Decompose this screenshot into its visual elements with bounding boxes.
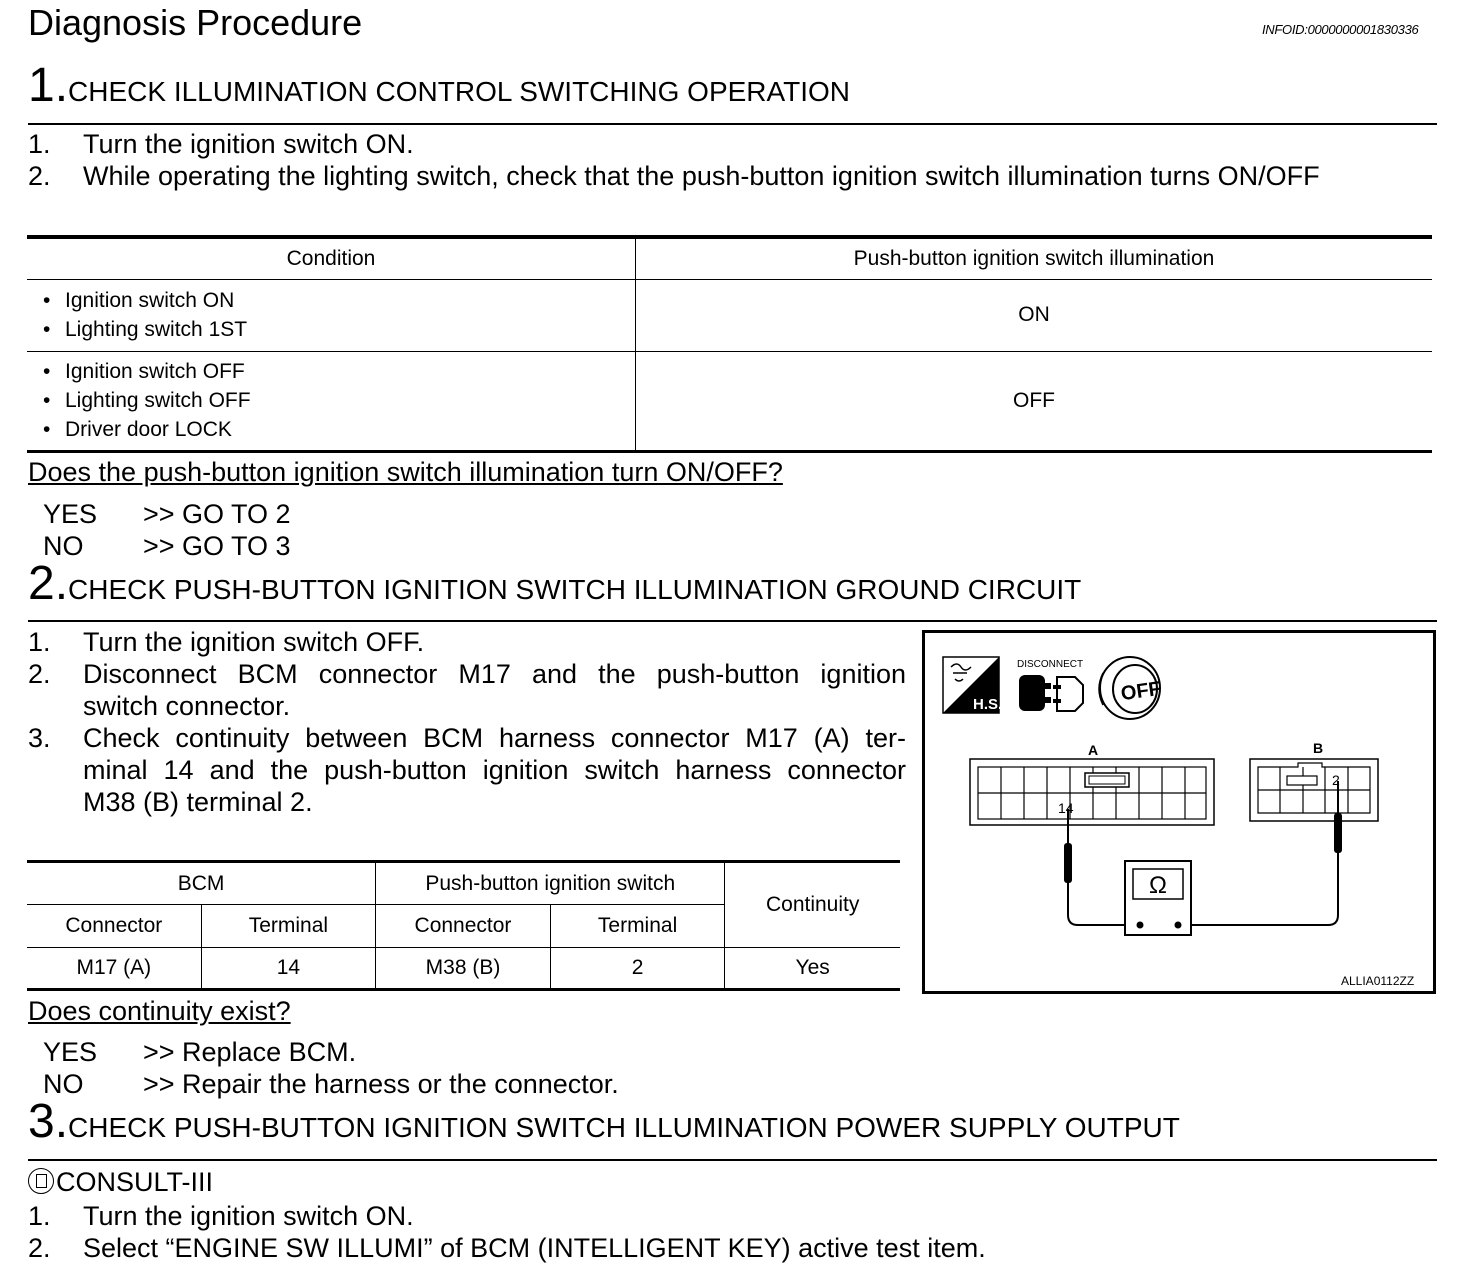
step-1-title: CHECK ILLUMINATION CONTROL SWITCHING OPERATION [68,76,851,107]
ignition-off-icon [1099,657,1162,719]
step-2-heading [28,556,1081,611]
harness-side-icon [943,657,1002,713]
step-3-number: 3. [28,1095,69,1148]
step-1-instructions [28,128,1320,192]
step-2-rule [28,620,1437,622]
connector-a-label: A [1088,742,1099,758]
disconnect-label: DISCONNECT [1017,659,1084,670]
step-2-answers [43,1036,619,1100]
table-row [27,948,900,990]
step-1-heading [28,58,850,113]
consult-note [28,1167,213,1198]
consult-label: CONSULT-III [56,1167,214,1197]
info-id: INFOID:0000000001830336 [1262,22,1419,37]
table-subheader-terminal: Terminal [550,905,725,948]
continuity-check-figure [922,630,1436,994]
step-2-question: Does continuity exist? [28,996,291,1026]
table-cell: M38 (B) [376,948,551,990]
connector-b [1250,740,1378,821]
step-3-rule [28,1159,1437,1161]
figure-id: ALLIA0112ZZ [1341,974,1415,988]
table-header-continuity: Continuity [725,862,900,948]
table-header-condition: Condition [27,237,636,279]
ohmmeter-icon [1125,861,1191,935]
table-header-bcm: BCM [27,862,376,905]
answer-yes: YES >> Replace BCM. [43,1037,357,1067]
table-cell: Yes [725,948,900,990]
table-header-illumination: Push-button ignition switch illumination [636,237,1433,279]
list-item: 2. Disconnect BCM connector M17 and the push-button ignition switch connector. [28,659,906,721]
result-cell: OFF [636,351,1433,451]
condition-cell: • Ignition switch OFF • Lighting switch OFF • Driver door LOCK [27,351,636,451]
table-cell: 14 [201,948,376,990]
consult-icon [28,1168,54,1194]
answer-no: NO >> Repair the harness or the connector. [43,1069,619,1099]
terminal-2-label: 2 [1332,772,1340,788]
connector-b-label: B [1313,740,1324,756]
list-item: 1. Turn the ignition switch OFF. [28,627,425,657]
off-label: OFF [1119,677,1163,706]
table-header-push-button: Push-button ignition switch [376,862,725,905]
result-cell: ON [636,279,1433,351]
terminal-14-label: 14 [1058,800,1074,816]
list-item: 2. While operating the lighting switch, check that the push-button ignition switch illumination turns ON/OFF [28,161,1320,191]
list-item: 1. Turn the ignition switch ON. [28,129,414,159]
step-1-number: 1. [28,59,69,112]
list-item: 2. Select “ENGINE SW ILLUMI” of BCM (INTELLIGENT KEY) active test item. [28,1233,986,1263]
step-2-instructions [28,626,906,818]
table-subheader-connector: Connector [27,905,201,948]
step-2-title: CHECK PUSH-BUTTON IGNITION SWITCH ILLUMINATION GROUND CIRCUIT [68,574,1082,605]
table-row [27,279,1432,351]
step-1-answers [43,498,291,562]
answer-no: NO >> GO TO 3 [43,531,291,561]
list-item: 1. Turn the ignition switch ON. [28,1201,414,1231]
table-row [27,351,1432,451]
disconnect-icon [1017,659,1083,711]
illumination-condition-table [27,235,1432,453]
condition-cell: • Ignition switch ON • Lighting switch 1ST [27,279,636,351]
ohm-symbol: Ω [1149,872,1167,899]
step-2-number: 2. [28,557,69,610]
step-3-heading [28,1094,1180,1149]
step-1-question: Does the push-button ignition switch illumination turn ON/OFF? [28,457,783,487]
hs-label: H.S. [973,696,1003,713]
step-1-rule [28,123,1437,125]
table-cell: M17 (A) [27,948,201,990]
continuity-table [27,860,900,991]
step-3-title: CHECK PUSH-BUTTON IGNITION SWITCH ILLUMINATION POWER SUPPLY OUTPUT [68,1112,1180,1143]
answer-yes: YES >> GO TO 2 [43,499,291,529]
page-title: Diagnosis Procedure [28,2,363,43]
table-subheader-connector: Connector [376,905,551,948]
table-subheader-terminal: Terminal [201,905,376,948]
list-item: 3. Check continuity between BCM harness connector M17 (A) ter- minal 14 and the push-button ignition switch harness connector M38 (B) terminal 2. [28,723,906,817]
table-cell: 2 [550,948,725,990]
step-3-instructions [28,1200,986,1264]
connector-a [970,742,1214,825]
